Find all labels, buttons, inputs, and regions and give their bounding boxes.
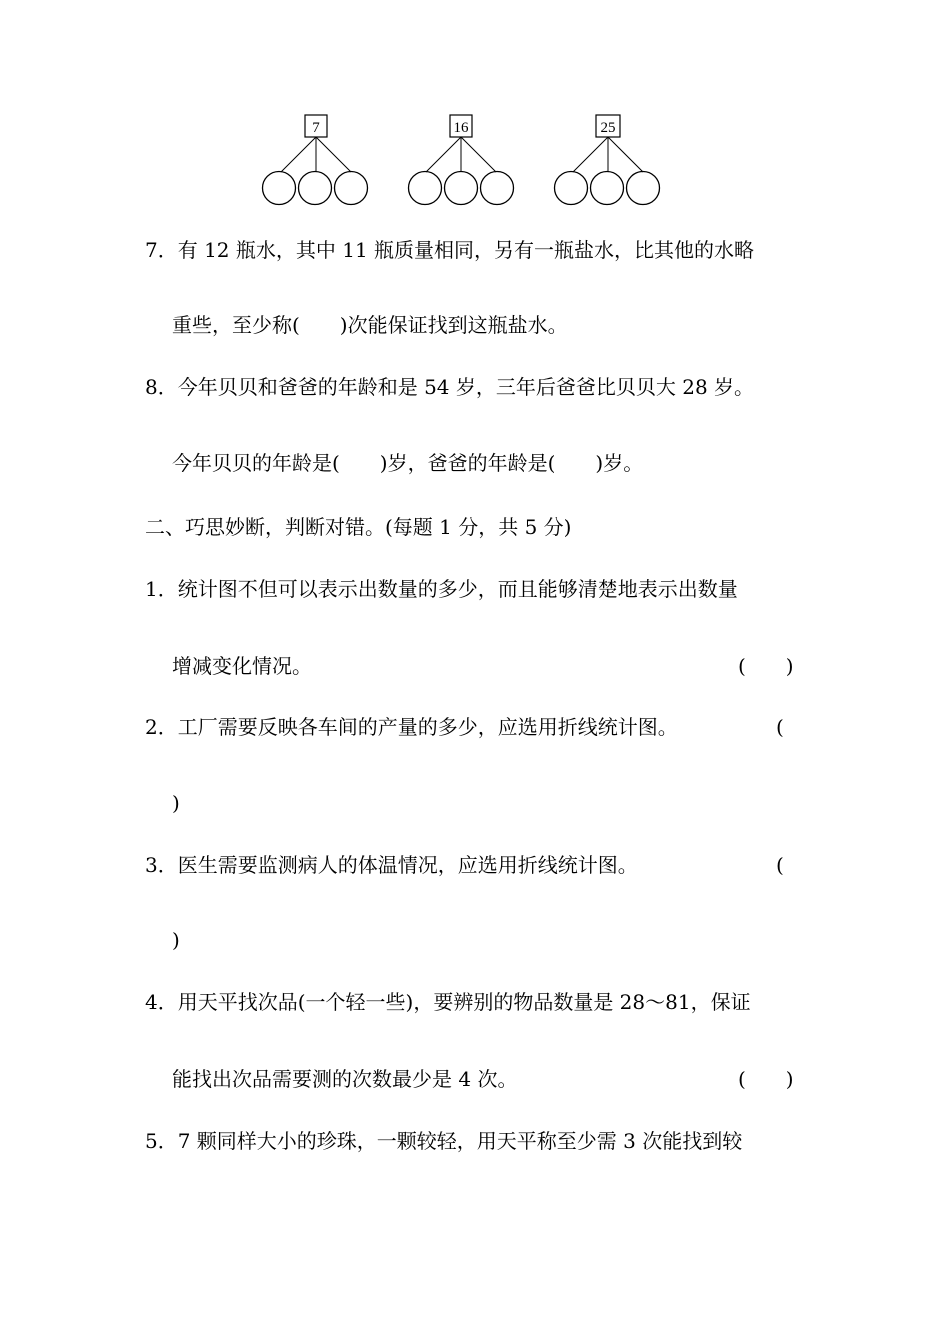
section-two-heading: 二、巧思妙断，判断对错。(每题 1 分，共 5 分) [145,515,572,539]
answer-circle[interactable] [445,172,478,205]
answer-circle[interactable] [627,172,660,205]
top-number: 16 [453,120,469,136]
answer-circle[interactable] [409,172,442,205]
judge-3-line-1: 3．医生需要监测病人的体温情况，应选用折线统计图。 [145,853,638,877]
answer-circle[interactable] [481,172,514,205]
number-split-diagram [0,0,950,220]
question-7-line-1: 7．有 12 瓶水，其中 11 瓶质量相同，另有一瓶盐水，比其他的水略 [145,238,755,262]
judge-1-line-1: 1．统计图不但可以表示出数量的多少，而且能够清楚地表示出数量 [145,577,738,601]
answer-circle[interactable] [335,172,368,205]
judge-5-line-1: 5．7 颗同样大小的珍珠，一颗较轻，用天平称至少需 3 次能找到较 [145,1129,743,1153]
split-tree-2 [409,115,514,205]
answer-circle[interactable] [555,172,588,205]
split-tree-1 [263,115,368,205]
answer-circle[interactable] [591,172,624,205]
judge-3-answer-bracket-close: ) [172,928,180,952]
judge-4-answer-bracket[interactable]: ( ) [738,1067,794,1091]
question-7-line-2: 重些，至少称( )次能保证找到这瓶盐水。 [172,313,568,337]
judge-4-line-1: 4．用天平找次品(一个轻一些)，要辨别的物品数量是 28～81，保证 [145,990,751,1014]
judge-4-line-2: 能找出次品需要测的次数最少是 4 次。 [172,1067,518,1091]
question-8-line-2: 今年贝贝的年龄是( )岁，爸爸的年龄是( )岁。 [172,451,644,475]
answer-circle[interactable] [299,172,332,205]
judge-2-answer-bracket-close: ) [172,791,180,815]
question-8-line-1: 8．今年贝贝和爸爸的年龄和是 54 岁，三年后爸爸比贝贝大 28 岁。 [145,375,755,399]
judge-1-line-2: 增减变化情况。 [172,654,312,678]
judge-2-answer-bracket-open[interactable]: ( [776,715,784,739]
top-number: 25 [600,120,616,136]
judge-2-line-1: 2．工厂需要反映各车间的产量的多少，应选用折线统计图。 [145,715,678,739]
top-number: 7 [312,120,320,136]
answer-circle[interactable] [263,172,296,205]
split-tree-3 [555,115,660,205]
judge-3-answer-bracket-open[interactable]: ( [776,853,784,877]
judge-1-answer-bracket[interactable]: ( ) [738,654,794,678]
